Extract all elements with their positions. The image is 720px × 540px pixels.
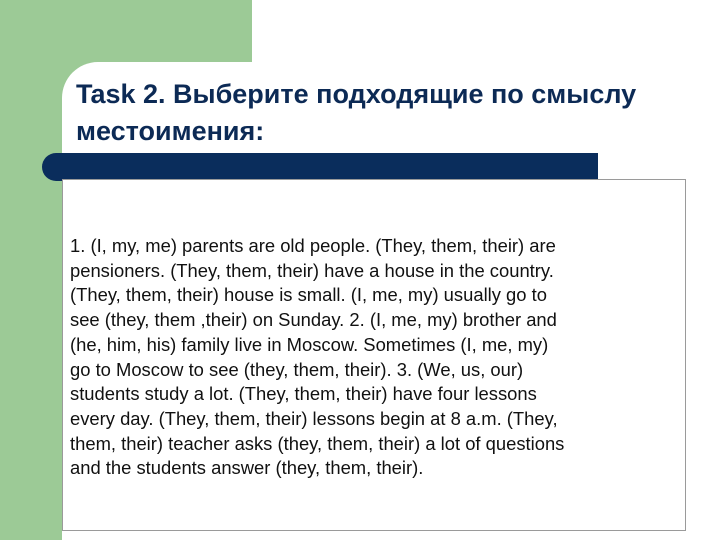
title-underline-bar <box>42 153 598 181</box>
slide-title: Task 2. Выберите подходящие по смыслу местоимения: <box>76 79 637 146</box>
task-text: 1. (I, my, me) parents are old people. (They, them, their) are pensioners. (They, them, their) have a house in the country. (They, them, their) house is small. (I, me, my) usually go to see (they, them ,their) on Sunday. 2. (I, me, my) brother and (he, him, his) family live in Moscow. Sometimes (I, me, my) go to Moscow to see (they, them, their). 3. (We, us, our) students study a lot. (They, them, their) have four lessons every day. (They, them, their) lessons begin at 8 a.m. (They, them, their) teacher asks (they, them, their) a lot of questions and the students answer (they, them, their). <box>70 235 565 479</box>
